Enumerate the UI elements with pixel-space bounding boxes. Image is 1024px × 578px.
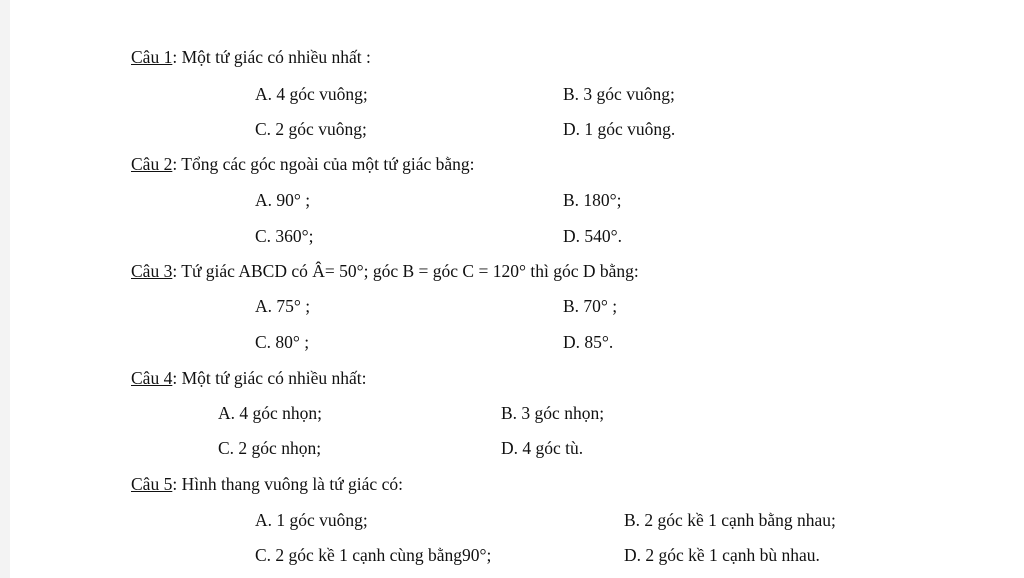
question-3-option-b: B. 70° ; [563,296,618,316]
question-5-option-d: D. 2 góc kề 1 cạnh bù nhau. [624,545,820,565]
question-4-option-b: B. 3 góc nhọn; [501,403,605,423]
question-2-option-c: C. 360°; [255,226,314,246]
question-2-text: : Tổng các góc ngoài của một tứ giác bằng: [172,154,475,174]
question-1-option-b: B. 3 góc vuông; [563,84,675,104]
document-page [10,0,1024,578]
question-2-label: Câu 2 [131,154,173,174]
question-1-option-d: D. 1 góc vuông. [563,119,676,139]
question-2-option-a: A. 90° ; [255,190,311,210]
question-1-label: Câu 1 [131,47,173,67]
question-4-text: : Một tứ giác có nhiều nhất: [172,368,367,388]
question-2-option-d: D. 540°. [563,226,623,246]
question-3 [131,259,639,283]
question-5-label: Câu 5 [131,474,173,494]
question-4-option-c: C. 2 góc nhọn; [218,438,322,458]
question-1-text: : Một tứ giác có nhiều nhất : [172,47,371,67]
question-4-label: Câu 4 [131,368,173,388]
question-5-option-b: B. 2 góc kề 1 cạnh bằng nhau; [624,510,836,530]
question-3-option-c: C. 80° ; [255,332,310,352]
question-4 [131,366,367,390]
question-5 [131,472,403,496]
question-2 [131,152,475,176]
question-5-option-c: C. 2 góc kề 1 cạnh cùng bằng90°; [255,545,492,565]
question-1-option-a: A. 4 góc vuông; [255,84,368,104]
question-2-option-b: B. 180°; [563,190,622,210]
question-5-option-a: A. 1 góc vuông; [255,510,368,530]
question-1 [131,45,371,69]
question-3-label: Câu 3 [131,261,173,281]
question-4-option-d: D. 4 góc tù. [501,438,584,458]
question-5-text: : Hình thang vuông là tứ giác có: [172,474,403,494]
question-3-option-a: A. 75° ; [255,296,311,316]
question-1-option-c: C. 2 góc vuông; [255,119,367,139]
question-3-text: : Tứ giác ABCD có Â= 50°; góc B = góc C = 120° thì góc D bằng: [172,261,639,281]
question-3-option-d: D. 85°. [563,332,614,352]
question-4-option-a: A. 4 góc nhọn; [218,403,323,423]
